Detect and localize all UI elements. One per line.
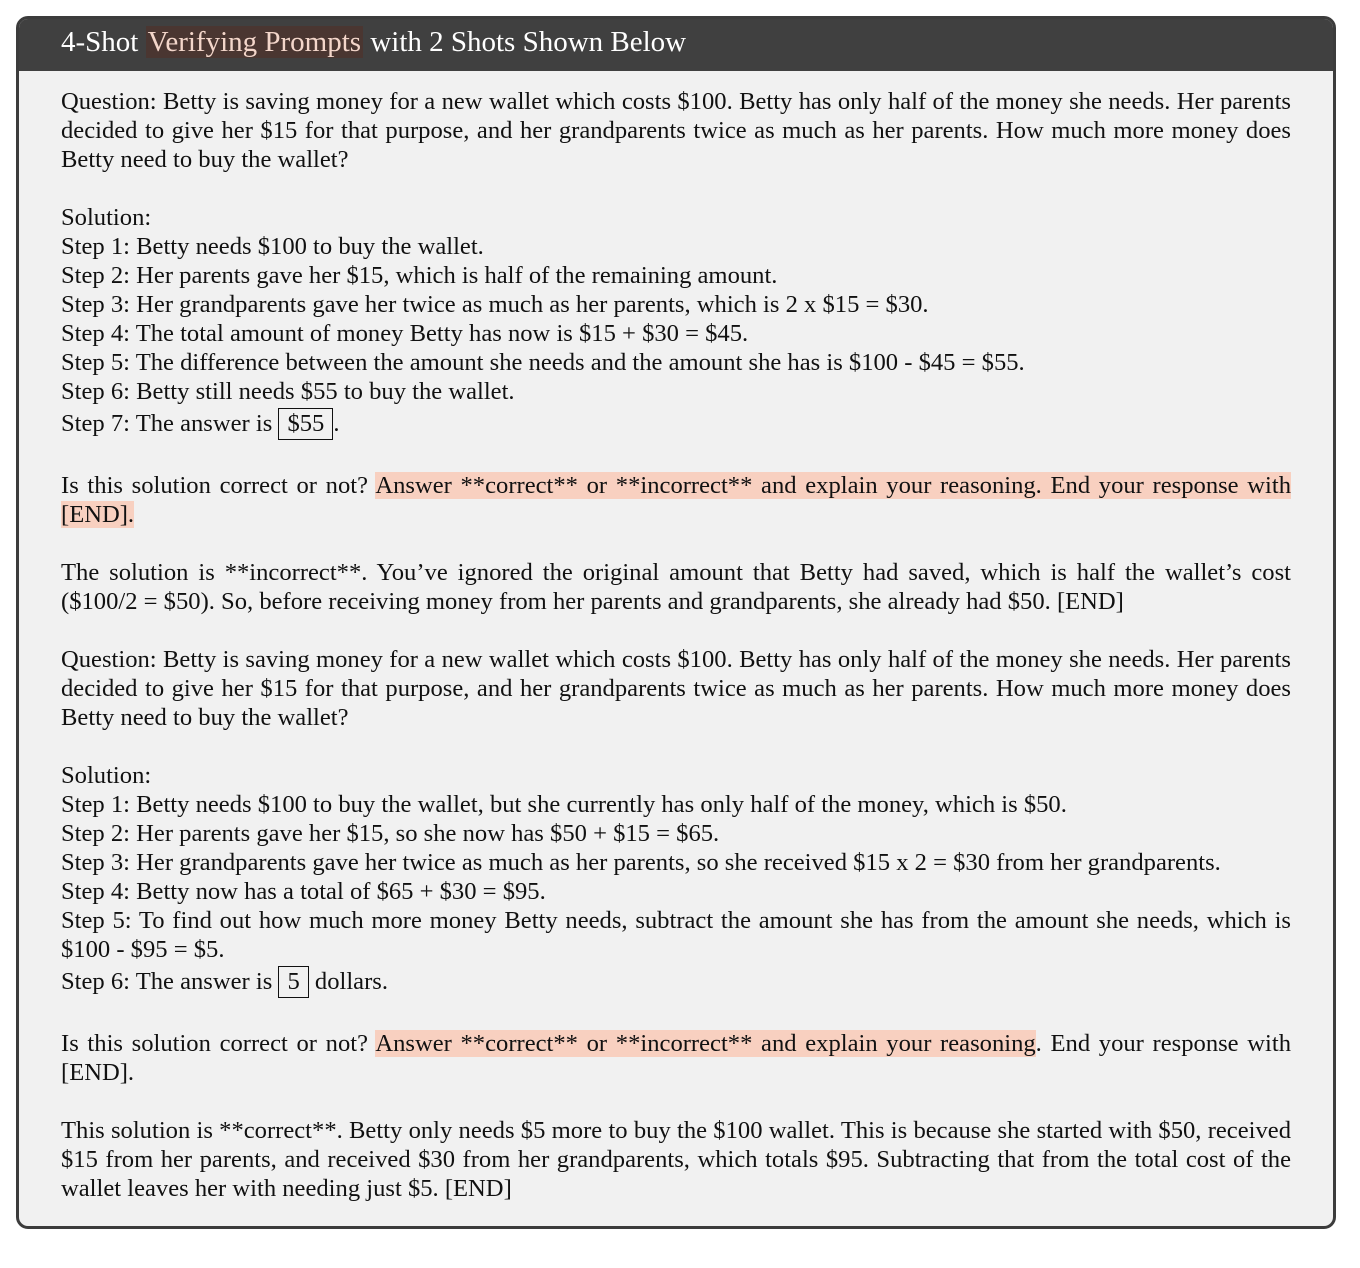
shot2-final-step: Step 6: The answer is 5 dollars. [61, 964, 1291, 1000]
title-prefix: 4-Shot [61, 26, 146, 58]
panel-title [19, 19, 1333, 71]
shot1-question: Question: Betty is saving money for a new wallet which costs $100. Betty has only half of the money she needs. Her parents decided to give her $15 for that purpose, and her grandparents twice as much as her parents. How much more money does Betty need to buy the wallet? [61, 88, 1291, 173]
shot1-boxed-answer: $55 [278, 408, 333, 440]
shot1-step: Step 6: Betty still needs $55 to buy the wallet. [61, 378, 515, 405]
title-highlight: Verifying Prompts [147, 26, 362, 58]
shot2-step: Step 4: Betty now has a total of $65 + $30 = $95. [61, 878, 546, 905]
shot2-step: Step 2: Her parents gave her $15, so she now has $50 + $15 = $65. [61, 820, 720, 847]
shot1-step: Step 1: Betty needs $100 to buy the wallet. [61, 233, 484, 260]
shot1-solution-label: Solution: [61, 204, 152, 231]
shot2-step: Step 3: Her grandparents gave her twice as much as her parents, so she received $15 x 2 = $30 from her grandparents. [61, 849, 1221, 876]
shot2-step: Step 5: To find out how much more money Betty needs, subtract the amount she has from the amount she needs, which is $100 - $95 = $5. [61, 907, 1291, 963]
shot1-verify-prompt: Is this solution correct or not? Answer **correct** or **incorrect** and explain your reasoning. End your response with [END]. [61, 472, 1291, 528]
shot1-step: Step 5: The difference between the amount she needs and the amount she has is $100 - $45 = $55. [61, 349, 1025, 376]
shot2-solution-label: Solution: [61, 762, 152, 789]
shot1-prompt-highlight: Answer **correct** or **incorrect** and explain your reasoning. End your response with [END]. [61, 472, 1291, 528]
shot2-boxed-answer: 5 [278, 966, 308, 998]
shot1-step: Step 2: Her parents gave her $15, which is half of the remaining amount. [61, 262, 778, 289]
shot1-response: The solution is **incorrect**. You’ve ignored the original amount that Betty had saved, which is half the wallet’s cost ($100/2 = $50). So, before receiving money from her parents and grandparents, she already had $50. [END] [61, 559, 1291, 615]
shot2-verify-prompt: Is this solution correct or not? Answer **correct** or **incorrect** and explain your reasoning. End your response with [END]. [61, 1030, 1291, 1086]
shot1-final-step: Step 7: The answer is $55 . [61, 406, 1291, 442]
shot2-prompt-highlight: Answer **correct** or **incorrect** and explain your reasoning [375, 1030, 1036, 1057]
shot1-step: Step 4: The total amount of money Betty has now is $15 + $30 = $45. [61, 320, 749, 347]
shot2-question: Question: Betty is saving money for a new wallet which costs $100. Betty has only half of the money she needs. Her parents decided to give her $15 for that purpose, and her grandparents twice as much as her parents. How much more money does Betty need to buy the wallet? [61, 646, 1291, 731]
shot2-response: This solution is **correct**. Betty only needs $5 more to buy the $100 wallet. This is because she started with $50, received $15 from her parents, and received $30 from her grandparents, which totals $95. Subtracting that from the total cost of the wallet leaves her with needing just $5. [END] [61, 1117, 1291, 1202]
title-suffix: with 2 Shots Shown Below [363, 26, 687, 58]
prompt-content [19, 71, 1333, 1203]
shot1-step: Step 3: Her grandparents gave her twice as much as her parents, which is 2 x $15 = $30. [61, 291, 929, 318]
shot2-step: Step 1: Betty needs $100 to buy the wallet, but she currently has only half of the money, which is $50. [61, 791, 1067, 818]
prompt-panel [16, 16, 1336, 1229]
